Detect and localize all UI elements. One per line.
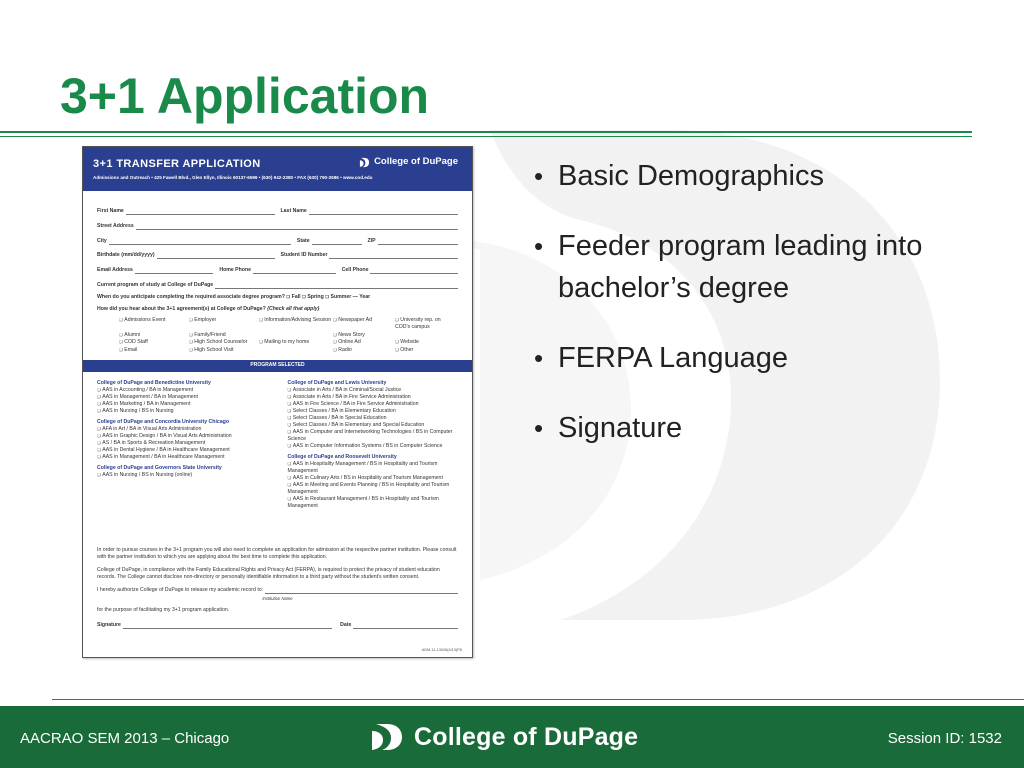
form-code: ADM-11-13026(4/13)FB xyxy=(421,647,462,652)
program-option: ❏ AAS in Fire Science / BA in Fire Service Administration xyxy=(288,401,459,408)
purpose-text: for the purpose of facilitating my 3+1 program application. xyxy=(97,606,230,613)
footer-bar xyxy=(0,706,1024,768)
completion-option: ❏ Summer — Year xyxy=(325,294,370,300)
program-university-heading: College of DuPage and Roosevelt University xyxy=(287,453,397,460)
last-name-label: Last Name xyxy=(280,207,307,214)
first-name-line xyxy=(126,210,275,215)
program-university-heading: College of DuPage and Lewis University xyxy=(287,379,387,386)
footer-logo xyxy=(370,722,638,752)
street-line xyxy=(136,225,458,230)
birthdate-line xyxy=(157,254,275,259)
program-list xyxy=(83,372,472,510)
hear-note: (Check all that apply) xyxy=(267,306,320,312)
program-column-left xyxy=(97,380,268,510)
program-option: ❏ AS / BA in Sports & Recreation Management xyxy=(97,440,268,447)
city-line xyxy=(109,240,291,245)
college-logo-icon xyxy=(359,157,370,168)
home-phone-line xyxy=(253,269,336,274)
program-option: ❏ Select Classes / BA in Elementary Education xyxy=(288,408,459,415)
program-option: ❏ Select Classes / BA in Special Education xyxy=(288,415,459,422)
hear-option: ❏ Email xyxy=(119,347,189,354)
state-line xyxy=(312,240,362,245)
city-label: City xyxy=(97,237,107,244)
program-option: ❏ AAS in Nursing / BS in Nursing (online) xyxy=(97,472,268,479)
hear-option: ❏ Website xyxy=(395,339,455,346)
program-option: ❏ AFA in Art / BA in Visual Arts Administration xyxy=(97,426,268,433)
program-option: ❏ AAS in Computer and Internetworking Technologies / BS in Computer Science xyxy=(288,429,459,443)
form-header xyxy=(83,147,472,191)
hear-option: ❏ Online Ad xyxy=(333,339,395,346)
program-option: ❏ Associate in Arts / BA in Fire Service Administration xyxy=(288,394,459,401)
application-form-image xyxy=(82,146,473,658)
hear-option: ❏ Alumni xyxy=(119,332,189,339)
birthdate-label: Birthdate (mm/dd/yyyy) xyxy=(97,252,155,259)
program-option: ❏ AAS in Management / BA in Healthcare Management xyxy=(97,454,268,461)
date-line xyxy=(353,624,458,629)
authorize-row xyxy=(97,587,458,594)
zip-label: ZIP xyxy=(367,237,376,244)
program-option: ❏ AAS in Marketing / BA in Management xyxy=(97,401,268,408)
title-divider xyxy=(0,131,972,133)
first-name-label: First Name xyxy=(97,207,124,214)
hear-option: ❏ Information/Advising Session xyxy=(259,317,333,331)
program-option: ❏ AAS in Nursing / BS in Nursing xyxy=(97,408,268,415)
program-option: ❏ AAS in Meeting and Events Planning / BS in Hospitality and Tourism Management xyxy=(288,482,459,496)
bullet-item: • FERPA Language xyxy=(530,337,950,379)
completion-option: ❏ Fall xyxy=(286,294,300,300)
form-address: Admissions and Outreach • 425 Fawell Blvd., Glen Ellyn, Illinois 60137-6599 • (630) 942-2380 • FAX (630) 790-2686 • www.cod.edu xyxy=(93,175,373,180)
institution-line xyxy=(265,589,458,594)
hear-option: ❏ Other xyxy=(395,347,455,354)
email-line xyxy=(135,269,213,274)
bullet-item: • Feeder program leading into bachelor’s degree xyxy=(530,225,950,309)
current-program-line xyxy=(215,284,458,289)
student-id-line xyxy=(329,254,458,259)
hear-option: ❏ Family/Friend xyxy=(189,332,259,339)
hear-question-text: How did you hear about the 3+1 agreement(s) at College of DuPage? xyxy=(97,306,266,312)
state-label: State xyxy=(296,237,310,244)
street-label: Street Address xyxy=(97,222,134,229)
email-label: Email Address xyxy=(97,267,133,274)
conference-label: AACRAO SEM 2013 – Chicago xyxy=(20,730,230,747)
program-university-heading: College of DuPage and Benedictine University xyxy=(97,379,211,386)
authorize-text: I hereby authorize College of DuPage to release my academic record to: xyxy=(97,587,264,594)
hear-options-grid xyxy=(97,313,458,354)
cell-phone-label: Cell Phone xyxy=(341,267,369,274)
bullet-list xyxy=(530,155,950,477)
program-option: ❏ Associate in Arts / BA in Criminal/Social Justice xyxy=(288,387,459,394)
completion-option: ❏ Spring xyxy=(302,294,324,300)
footer-divider xyxy=(52,699,1024,700)
student-id-label: Student ID Number xyxy=(280,252,328,259)
institution-name-label: Institution Name xyxy=(262,596,293,602)
college-logo-icon xyxy=(370,722,404,752)
home-phone-label: Home Phone xyxy=(219,267,252,274)
form-fields xyxy=(83,191,472,354)
bullet-item: • Signature xyxy=(530,407,950,449)
ferpa-statement: College of DuPage, in compliance with the Family Educational Rights and Privacy Act (FERPA), is required to protect the privacy of student education records. The College cannot disclose non-directory or personally identifiable information to a third party without the student's written consent. xyxy=(97,567,440,581)
hear-question xyxy=(97,306,458,313)
form-logo-text: College of DuPage xyxy=(374,156,458,167)
partner-application-note: In order to pursue courses in the 3+1 program you will also need to complete an application for admission at the respective partner institution. Please consult with the partner institution to which you are applying about the best time to complete this application. xyxy=(97,547,457,561)
signature-label: Signature xyxy=(97,621,121,628)
program-selected-header: PROGRAM SELECTED xyxy=(83,360,472,372)
hear-option: ❏ High School Visit xyxy=(189,347,259,354)
program-option: ❏ AAS in Dental Hygiene / BA in Healthcare Management xyxy=(97,447,268,454)
hear-option-blank xyxy=(395,332,455,339)
signature-line xyxy=(123,624,332,629)
hear-option: ❏ High School Counselor xyxy=(189,339,259,346)
title-divider-thin xyxy=(0,136,972,137)
program-column-right xyxy=(288,380,459,510)
program-option: ❏ AAS in Graphic Design / BA in Visual Arts Administration xyxy=(97,433,268,440)
hear-option: ❏ Admissions Event xyxy=(119,317,189,331)
completion-question xyxy=(97,294,458,301)
slide-title: 3+1 Application xyxy=(60,68,430,124)
hear-option: ❏ Newspaper Ad xyxy=(333,317,395,331)
program-option: ❏ AAS in Restaurant Management / BS in Hospitality and Tourism Management xyxy=(288,496,459,510)
hear-option-blank xyxy=(259,347,333,354)
signature-row xyxy=(97,622,458,629)
program-option: ❏ AAS in Management / BA in Management xyxy=(97,394,268,401)
hear-option-blank xyxy=(259,332,333,339)
date-label: Date xyxy=(340,621,352,628)
program-option: ❏ AAS in Accounting / BA in Management xyxy=(97,387,268,394)
program-option: ❏ AAS in Hospitality Management / BS in Hospitality and Tourism Management xyxy=(288,461,459,475)
form-logo xyxy=(359,156,458,169)
footer-logo-text: College of DuPage xyxy=(414,722,639,751)
hear-option: ❏ COD Staff xyxy=(119,339,189,346)
last-name-line xyxy=(309,210,458,215)
legal-section xyxy=(83,547,472,629)
session-id: Session ID: 1532 xyxy=(887,730,1002,747)
program-university-heading: College of DuPage and Concordia University Chicago xyxy=(97,418,230,425)
program-option: ❏ Select Classes / BA in Elementary and Special Education xyxy=(288,422,459,429)
program-university-heading: College of DuPage and Governors State University xyxy=(97,464,222,471)
cell-phone-line xyxy=(370,269,458,274)
hear-option: ❏ Employer xyxy=(189,317,259,331)
bullet-item: • Basic Demographics xyxy=(530,155,950,197)
program-option: ❏ AAS in Computer Information Systems / BS in Computer Science xyxy=(288,443,459,450)
hear-option: ❏ Mailing to my home xyxy=(259,339,333,346)
hear-option: ❏ University rep. on COD's campus xyxy=(395,317,455,331)
completion-question-text: When do you anticipate completing the required associate degree program? xyxy=(97,293,285,300)
form-title: 3+1 TRANSFER APPLICATION xyxy=(93,158,261,170)
current-program-label: Current program of study at College of DuPage xyxy=(97,281,214,288)
hear-option: ❏ Radio xyxy=(333,347,395,354)
program-option: ❏ AAS in Culinary Arts / BS in Hospitality and Tourism Management xyxy=(288,475,459,482)
zip-line xyxy=(378,240,458,245)
hear-option: ❏ News Story xyxy=(333,332,395,339)
